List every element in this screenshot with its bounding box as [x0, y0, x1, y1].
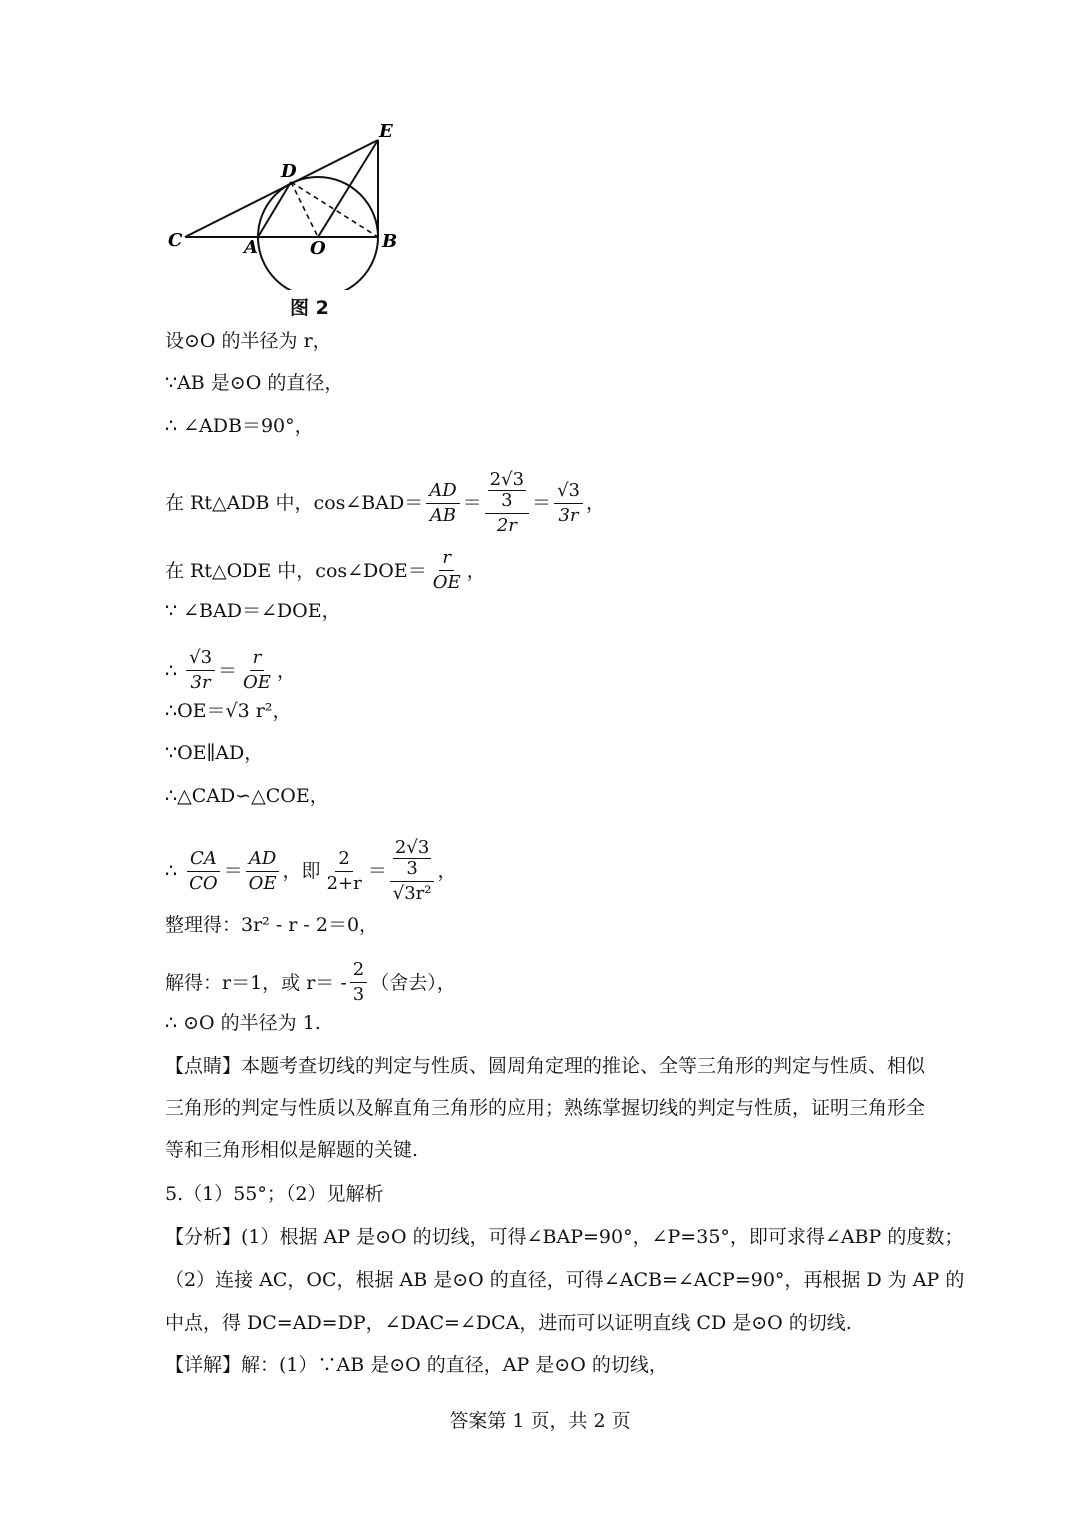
label-c: C: [168, 230, 183, 251]
line-conclusion: ∴ ⊙O 的半径为 1.: [165, 1012, 321, 1034]
line-ratio-equal: [165, 648, 296, 693]
cos-doe-prefix: 在 Rt△ODE 中，cos∠DOE＝: [165, 559, 427, 582]
line-parallel: ∵OE∥AD，: [165, 742, 264, 764]
line-cos-doe: [165, 548, 486, 593]
frac-2-3: [350, 960, 367, 1005]
frac-den: OE: [248, 872, 277, 894]
line-angle-equal: ∵ ∠BAD＝∠DOE，: [165, 600, 341, 622]
frac-den: OE: [432, 572, 461, 593]
frac-num: √3: [554, 481, 583, 504]
label-d: D: [281, 161, 297, 182]
line-ad: [258, 182, 291, 237]
line-oe-value: ∴OE＝√3 r²，: [165, 700, 292, 722]
page-footer: 答案第 1 页，共 2 页: [449, 1410, 631, 1432]
fenxi-line-2: （2）连接 AC，OC，根据 AB 是⊙O 的直径，可得∠ACB=∠ACP=90°，再根据 D 为 AP 的: [165, 1269, 965, 1291]
circle-o: [258, 177, 378, 290]
frac-den: 2+r: [326, 872, 362, 894]
solve-suffix: （舍去），: [370, 971, 456, 994]
equals-sign: ＝: [367, 860, 387, 882]
comma: ，: [466, 559, 486, 582]
question-5-answer: 5.（1）55°；（2）见解析: [165, 1183, 384, 1205]
dianjing-paragraph: 【点睛】本题考查切线的判定与性质、圆周角定理的推论、全等三角形的判定与性质、相似三角形的判定与性质以及解直角三角形的应用；熟练掌握切线的判定与性质，证明三角形全等和三角形相似是解题的关键.: [165, 1055, 926, 1161]
line-radius: 设⊙O 的半径为 r，: [165, 330, 332, 352]
equals-sign: ＝: [532, 492, 552, 514]
frac-ca-co: [186, 849, 221, 894]
geometry-figure: [160, 120, 420, 290]
fenxi-line-1: 【分析】(1）根据 AP 是⊙O 的切线，可得∠BAP=90°，∠P=35°，即可求得∠ABP 的度数；: [165, 1226, 964, 1248]
frac-num: r: [439, 548, 454, 571]
frac-ad-ab: [426, 481, 459, 526]
therefore-sign: ∴: [165, 860, 178, 882]
frac-num: 2: [335, 849, 352, 872]
frac-den: 3r: [190, 672, 211, 693]
frac-sqrt3-3r: [186, 648, 215, 693]
frac-num-compound: [485, 470, 529, 514]
frac-den: OE: [243, 672, 271, 693]
frac-num-compound: [390, 838, 434, 882]
line-solve: [165, 960, 456, 1005]
figure-caption: 图 2: [290, 297, 329, 319]
frac-sqrt3-3r: [554, 481, 583, 526]
line-diameter: ∵AB 是⊙O 的直径，: [165, 372, 344, 394]
equals-sign: ＝: [223, 860, 243, 882]
frac-2-2r: [324, 849, 365, 894]
frac-num: CA: [187, 849, 220, 872]
equals-sign: ＝: [462, 492, 482, 514]
cos-bad-prefix: 在 Rt△ADB 中，cos∠BAD＝: [165, 492, 424, 514]
label-b: B: [382, 231, 398, 252]
line-proportion: [165, 838, 456, 904]
frac-den: √3r²: [392, 883, 432, 904]
frac-num: r: [250, 648, 265, 671]
fenxi-line-3: 中点，得 DC=AD=DP，∠DAC=∠DCA，进而可以证明直线 CD 是⊙O 的切线.: [165, 1312, 852, 1334]
frac-r-oe: [430, 548, 464, 593]
solve-prefix: 解得：r＝1，或 r＝ -: [165, 971, 347, 994]
line-do-dashed: [291, 182, 318, 237]
frac-inner-den: 3: [501, 490, 513, 511]
frac-inner-den: 3: [406, 858, 418, 879]
comma: ，: [585, 492, 605, 514]
therefore-sign: ∴: [165, 659, 178, 682]
xiangjie-line: 【详解】解：(1）∵AB 是⊙O 的直径，AP 是⊙O 的切线，: [165, 1354, 668, 1376]
frac-den: 3: [352, 984, 365, 1005]
frac-den: CO: [189, 872, 218, 894]
namely-text: ，即: [282, 860, 321, 882]
line-simplify: 整理得：3r² - r - 2＝0，: [165, 914, 379, 936]
frac-inner-num: 2√3: [489, 469, 525, 490]
frac-compound-2: [390, 838, 435, 904]
line-right-angle: ∴ ∠ADB＝90°，: [165, 415, 314, 437]
frac-compound: [485, 470, 529, 536]
comma: ，: [437, 860, 457, 882]
frac-num: √3: [186, 648, 215, 671]
equals-sign: ＝: [218, 659, 238, 682]
frac-ad-oe: [246, 849, 280, 894]
label-o: O: [310, 238, 326, 259]
frac-inner-num: 2√3: [394, 837, 430, 858]
frac-den: 3r: [558, 504, 579, 526]
line-cos-bad: [165, 470, 605, 536]
label-a: A: [244, 237, 258, 258]
frac-num: AD: [246, 849, 279, 872]
frac-r-oe: [240, 648, 274, 693]
frac-num: AD: [426, 481, 459, 504]
line-similar: ∴△CAD∽△COE，: [165, 785, 329, 807]
comma: ，: [276, 659, 296, 682]
frac-den: 2r: [496, 515, 517, 536]
label-e: E: [379, 121, 393, 142]
frac-den: AB: [429, 504, 457, 526]
frac-num: 2: [350, 960, 367, 983]
